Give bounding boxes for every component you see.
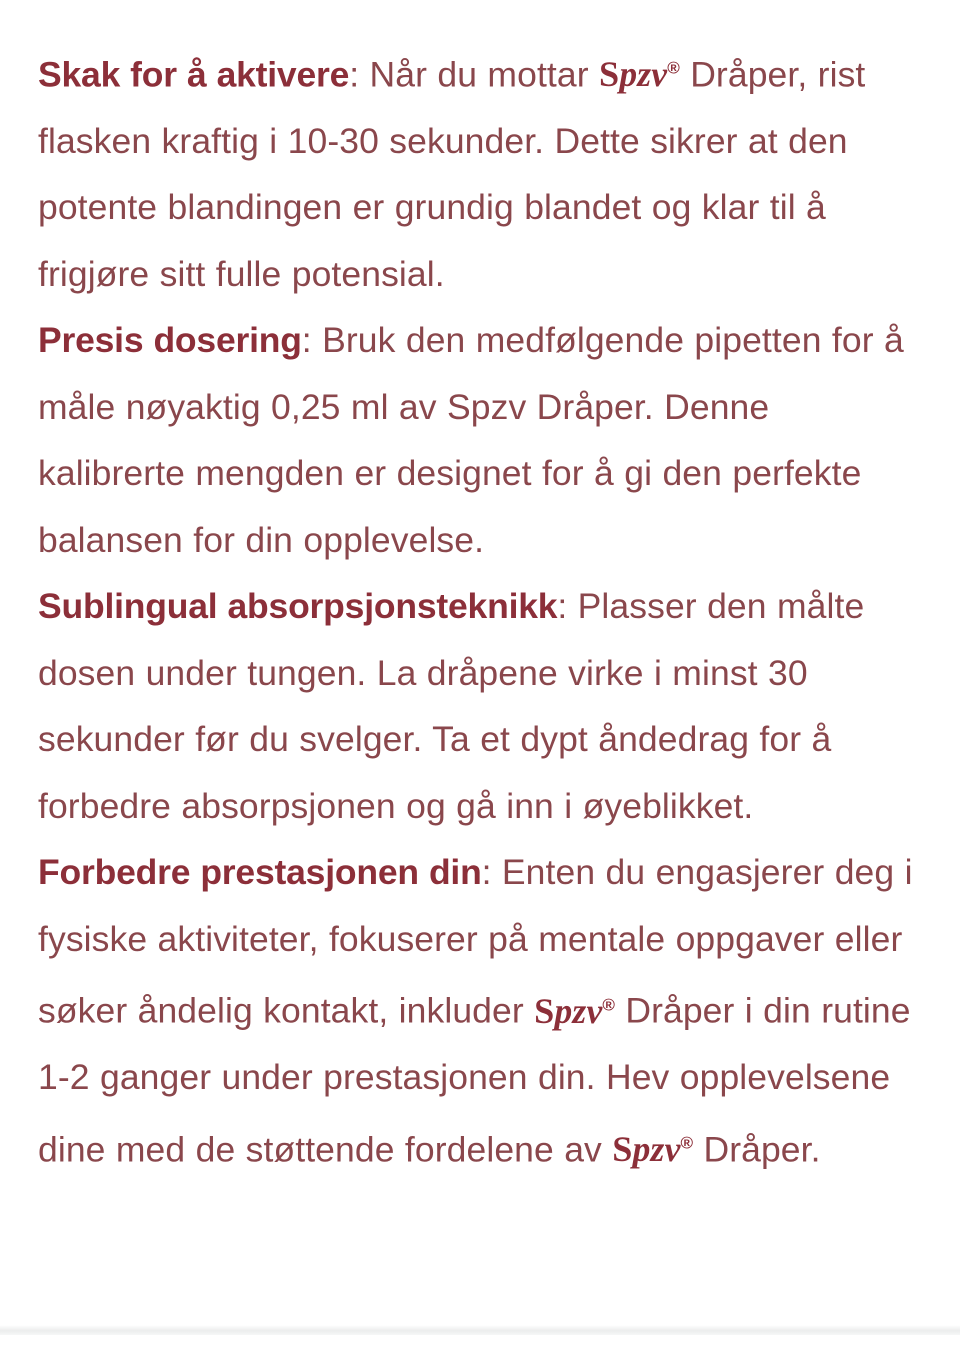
- registered-trademark-icon: ®: [602, 995, 615, 1015]
- registered-trademark-icon: ®: [680, 1133, 694, 1153]
- section-separator: :: [301, 320, 323, 361]
- section-body-text-b: Dråper i din rutine 1-2 ganger under prestasjonen din. Hev opplevelsene dine med de støttende fordelene av: [38, 990, 911, 1169]
- brand-lead-letter: S: [612, 1128, 633, 1169]
- card-bottom-edge: [0, 1325, 960, 1335]
- section-separator: :: [557, 586, 578, 627]
- brand-mark-spzv: [534, 991, 615, 1031]
- section-heading-precise-dosing: Presis dosering: [38, 320, 302, 361]
- brand-rest: pzv: [632, 1128, 681, 1169]
- brand-rest: pzv: [619, 54, 668, 95]
- section-sublingual-absorption: [38, 573, 926, 839]
- section-enhance-performance: [38, 839, 926, 1182]
- brand-lead-letter: S: [599, 54, 620, 95]
- section-body-text-c: Dråper.: [693, 1128, 821, 1169]
- instructions-body: [38, 36, 926, 1182]
- section-heading-enhance-performance: Forbedre prestasjonen din: [38, 852, 482, 893]
- section-heading-shake-to-activate: Skak for å aktivere: [38, 54, 350, 95]
- brand-lead-letter: S: [534, 990, 555, 1031]
- section-body-text-a: Enten du engasjerer deg i fysiske aktiviteter, fokuserer på mentale oppgaver eller søker åndelig kontakt, inkluder: [38, 852, 913, 1031]
- page-bottom-filler: [0, 1335, 960, 1346]
- brand-mark-spzv: [599, 54, 680, 94]
- section-shake-to-activate: [38, 36, 926, 307]
- section-body-text: Bruk den medfølgende pipetten for å måle nøyaktig 0,25 ml av Spzv Dråper. Denne kalibrerte mengden er designet for å gi den perfekte balansen for din opplevelse.: [38, 320, 904, 560]
- section-body-text: Plasser den målte dosen under tungen. La dråpene virke i minst 30 sekunder før du svelger. Ta et dypt åndedrag for å forbedre absorpsjonen og gå inn i øyeblikket.: [38, 586, 865, 826]
- section-heading-sublingual-absorption: Sublingual absorpsjonsteknikk: [38, 586, 558, 627]
- section-separator: :: [481, 852, 502, 893]
- section-body-text-a: Når du mottar: [369, 54, 599, 95]
- section-body-text-b: Dråper, rist flasken kraftig i 10-30 sekunder. Dette sikrer at den potente blandingen er grundig blandet og klar til å frigjøre sitt fulle potensial.: [38, 54, 866, 294]
- brand-rest: pzv: [554, 990, 603, 1031]
- registered-trademark-icon: ®: [667, 59, 680, 78]
- section-precise-dosing: [38, 307, 926, 573]
- brand-mark-spzv: [612, 1129, 693, 1169]
- section-separator: :: [349, 54, 370, 95]
